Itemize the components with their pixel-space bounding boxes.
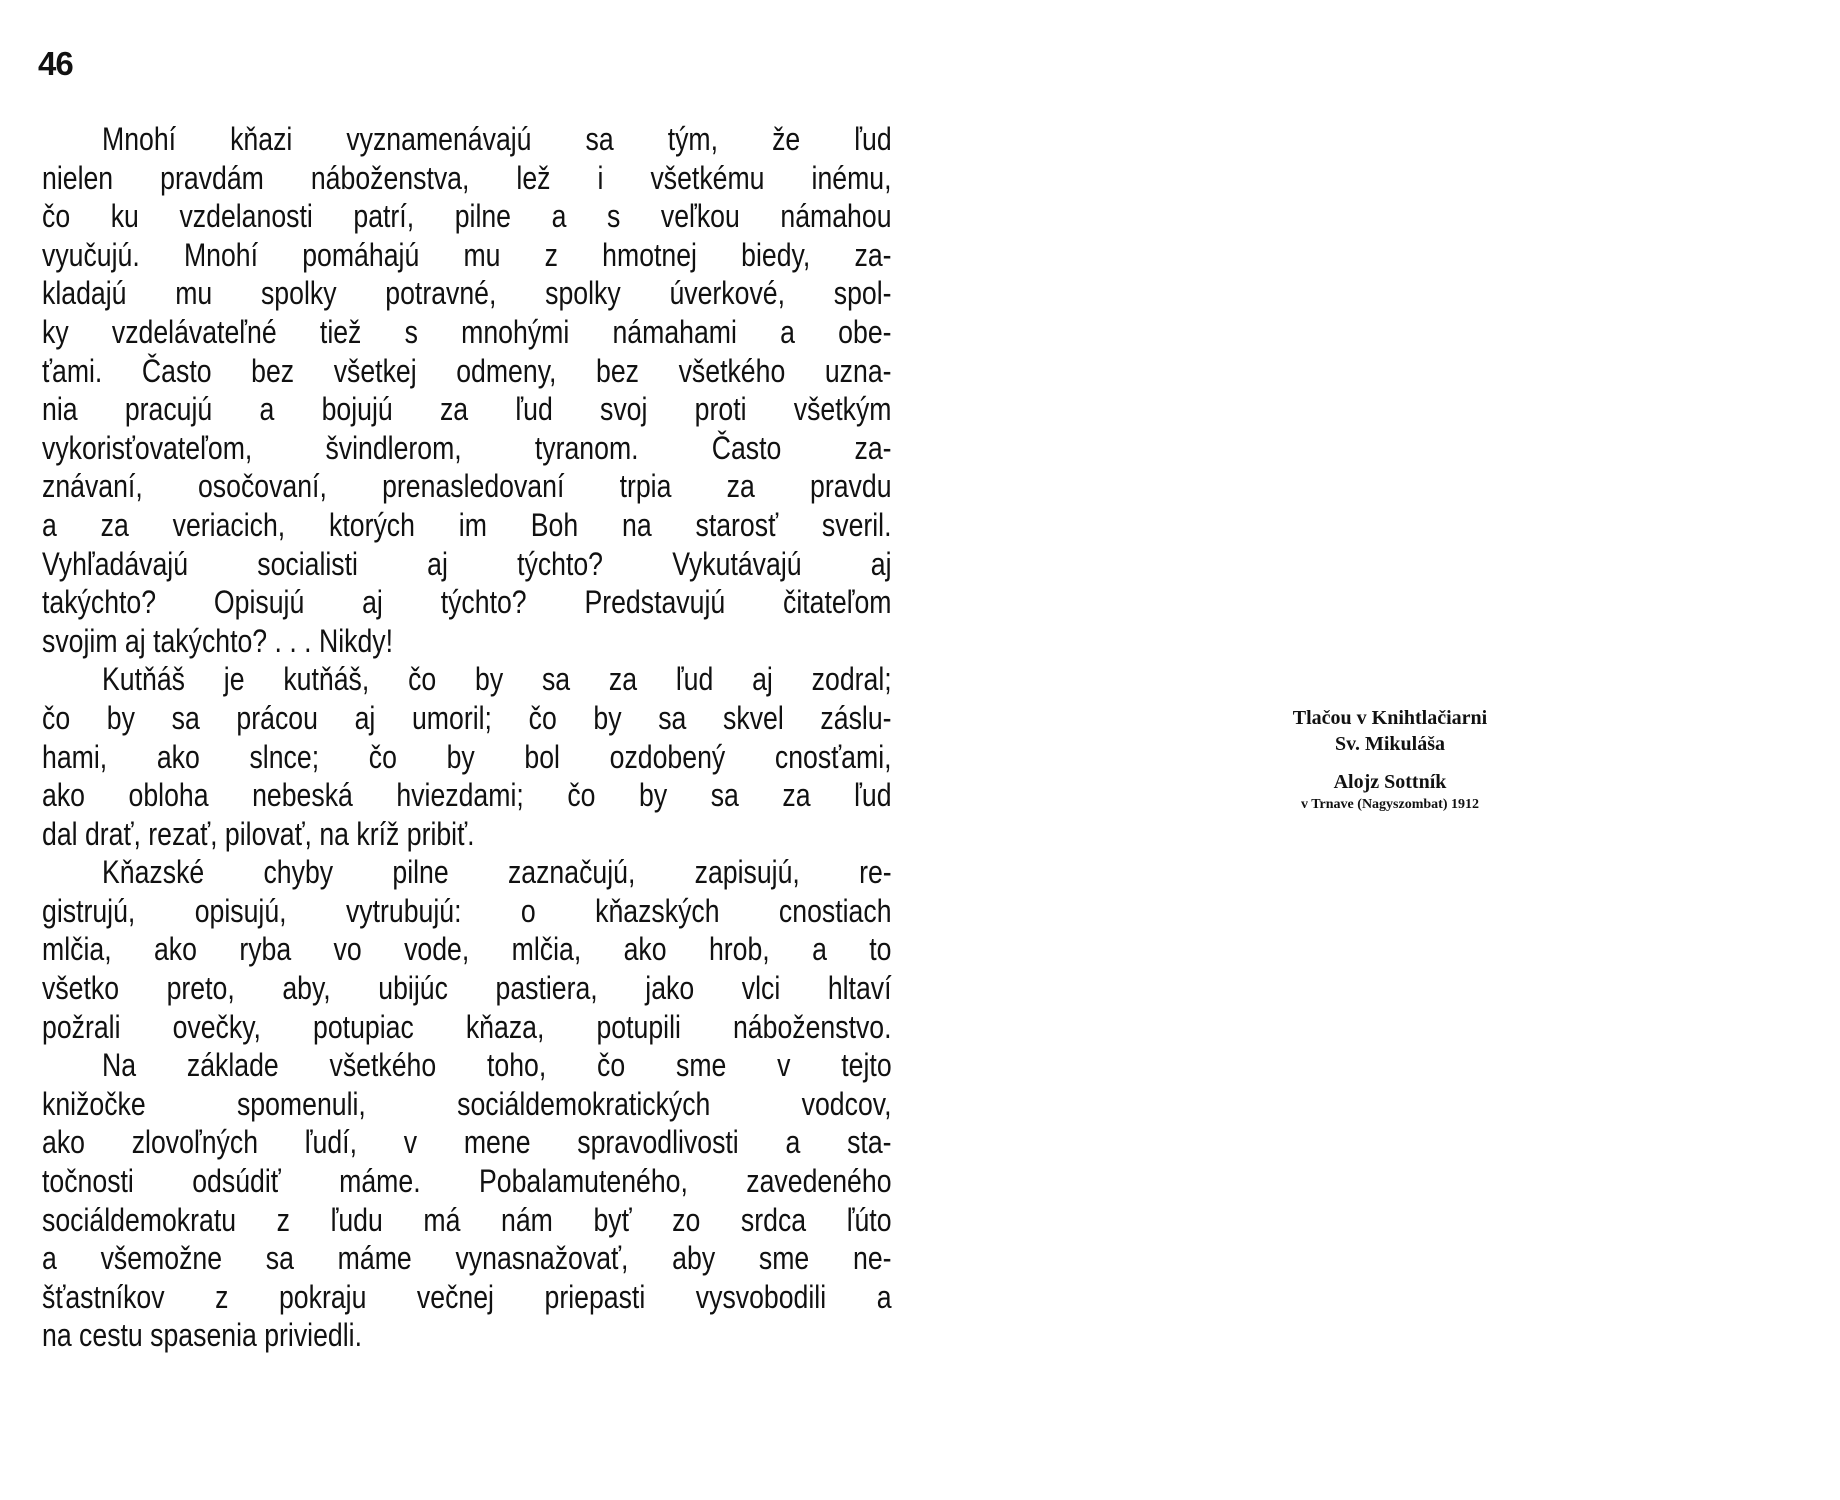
text-line: všetko preto, aby, ubijúc pastiera, jako vlci hltaví	[42, 970, 892, 1007]
text-line: točnosti odsúdiť máme. Pobalamuteného, zavedeného	[42, 1163, 892, 1200]
text-line: čo by sa prácou aj umoril; čo by sa skvel záslu-	[42, 699, 892, 736]
text-line: na cestu spasenia priviedli.	[42, 1317, 362, 1354]
text-line: Kňazské chyby pilne zaznačujú, zapisujú, re-	[102, 854, 892, 891]
text-line: sociáldemokratu z ľudu má nám byť zo srdca ľúto	[42, 1201, 892, 1238]
printer-colophon	[1240, 705, 1540, 815]
text-line: nia pracujú a bojujú za ľud svoj proti všetkým	[42, 391, 892, 428]
text-line: knižočke spomenuli, sociáldemokratických vodcov,	[42, 1085, 892, 1122]
text-line: a všemožne sa máme vynasnažovať, aby sme ne-	[42, 1240, 892, 1277]
text-line: znávaní, osočovaní, prenasledovaní trpia za pravdu	[42, 468, 892, 505]
text-line: ako obloha nebeská hviezdami; čo by sa za ľud	[42, 777, 892, 814]
page-number: 46	[38, 45, 73, 82]
colophon-printer: Tlačou v Knihtlačiarni	[1292, 707, 1488, 729]
text-line: gistrujú, opisujú, vytrubujú: o kňazských cnostiach	[42, 892, 892, 929]
text-line: nielen pravdám náboženstva, lež i všetkému inému,	[42, 159, 892, 196]
text-line: ako zlovoľných ľudí, v mene spravodlivosti a sta-	[42, 1124, 892, 1161]
text-line: svojim aj takýchto? . . . Nikdy!	[42, 622, 394, 659]
text-line: hami, ako slnce; čo by bol ozdobený cnosťami,	[42, 738, 892, 775]
text-line: mlčia, ako ryba vo vode, mlčia, ako hrob, a to	[42, 931, 892, 968]
text-line: čo ku vzdelanosti patrí, pilne a s veľkou námahou	[42, 198, 892, 235]
colophon-place-year: v Trnave (Nagyszombat) 1912	[1301, 797, 1479, 812]
text-line: šťastníkov z pokraju večnej priepasti vysvobodili a	[42, 1278, 892, 1315]
text-line: Na základe všetkého toho, čo sme v tejto	[102, 1047, 892, 1084]
colophon-press-name: Sv. Mikuláša	[1334, 733, 1446, 755]
text-line: kladajú mu spolky potravné, spolky úverkové, spol-	[42, 275, 892, 312]
text-line: dal drať, rezať, pilovať, na kríž pribiť.	[42, 815, 475, 852]
text-line: ťami. Často bez všetkej odmeny, bez všetkého uzna-	[42, 352, 892, 389]
text-line: požrali ovečky, potupiac kňaza, potupili náboženstvo.	[42, 1008, 892, 1045]
body-text	[42, 120, 892, 1355]
text-line: vyučujú. Mnohí pomáhajú mu z hmotnej biedy, za-	[42, 236, 892, 273]
text-line: vykorisťovateľom, švindlerom, tyranom. Často za-	[42, 429, 892, 466]
text-line: a za veriacich, ktorých im Boh na starosť sveril.	[42, 506, 892, 543]
text-line: Kutňáš je kutňáš, čo by sa za ľud aj zodral;	[102, 661, 892, 698]
colophon-proprietor: Alojz Sottník	[1333, 771, 1447, 793]
text-line: takýchto? Opisujú aj týchto? Predstavujú čitateľom	[42, 584, 892, 621]
text-line: ky vzdelávateľné tiež s mnohými námahami a obe-	[42, 313, 892, 350]
text-line: Mnohí kňazi vyznamenávajú sa tým, že ľud	[102, 121, 892, 157]
text-line: Vyhľadávajú socialisti aj týchto? Vykutávajú aj	[42, 545, 892, 582]
